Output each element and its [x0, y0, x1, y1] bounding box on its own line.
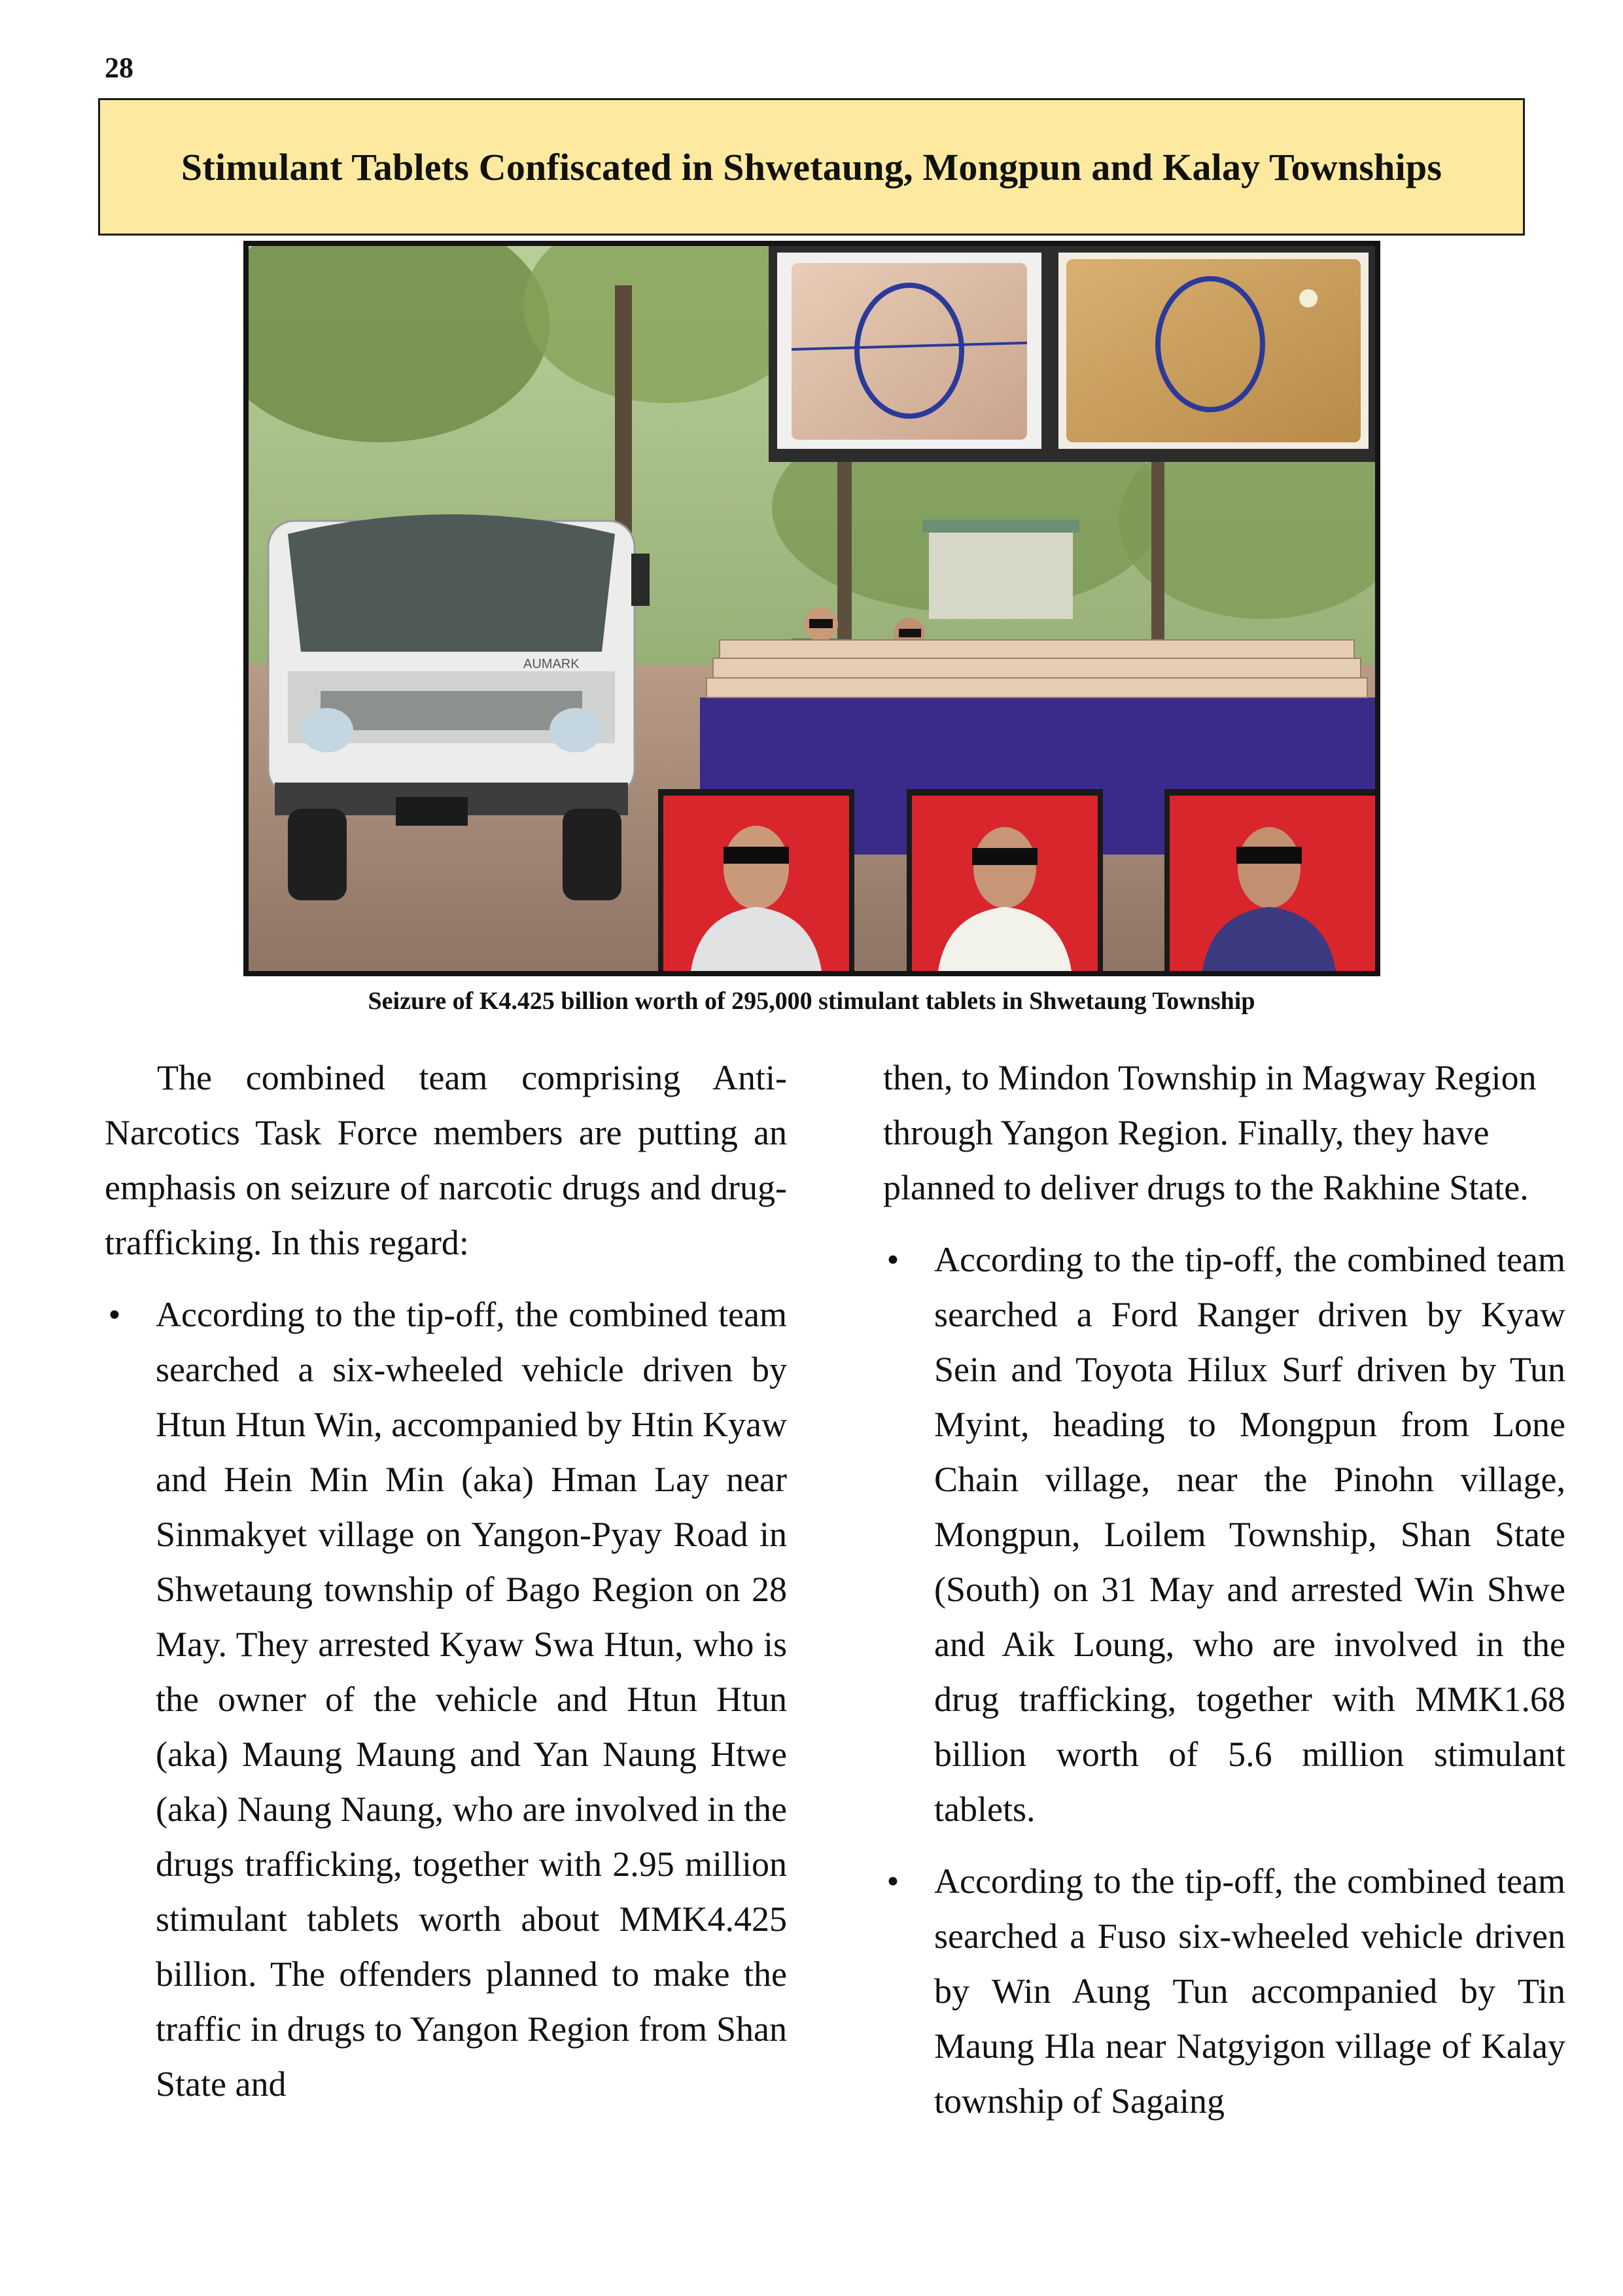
right-column	[883, 1050, 1565, 2128]
continuation-paragraph: then, to Mindon Township in Magway Region through Yangon Region. Finally, they have planned to deliver drugs to the Rakhine State.	[883, 1058, 1537, 1207]
bullet-icon: •	[108, 1295, 121, 1334]
seizure-photo-illustration	[249, 246, 1375, 971]
left-column	[105, 1050, 787, 2111]
title-banner	[98, 98, 1525, 236]
bullet-item-3	[883, 1854, 1565, 2128]
bullet-item-1-text: According to the tip-off, the combined team searched a six-wheeled vehicle driven by Htun Htun Win, accompanied by Htin Kyaw and Hein Min Min (aka) Hman Lay near Sinmakyet village on Yangon-Pyay Road in Shwetaung township of Bago Region on 28 May. They arrested Kyaw Swa Htun, who is the owner of the vehicle and Htun Htun (aka) Maung Maung and Yan Naung Htwe (aka) Naung Naung, who are involved in the drugs trafficking, together with 2.95 million stimulant tablets worth about MMK4.425 billion. The offenders planned to make the traffic in drugs to Yangon Region from Shan State and	[156, 1295, 787, 2104]
truck-brand: AUMARK	[523, 657, 580, 671]
bullet-item-2-text: According to the tip-off, the combined team searched a Ford Ranger driven by Kyaw Sein and Toyota Hilux Surf driven by Tun Myint, heading to Mongpun from Lone Chain village, near the Pinohn village, Mongpun, Loilem Township, Shan State (South) on 31 May and arrested Win Shwe and Aik Loung, who are involved in the drug trafficking, together with MMK1.68 billion worth of 5.6 million stimulant tablets.	[934, 1240, 1565, 1829]
bullet-item-1	[105, 1287, 787, 2111]
bullet-icon: •	[886, 1862, 899, 1901]
bullet-item-3-text: According to the tip-off, the combined team searched a Fuso six-wheeled vehicle driven by Win Aung Tun accompanied by Tin Maung Hla near Natgyigon village of Kalay township of Sagaing	[934, 1862, 1565, 2121]
page-number: 28	[105, 52, 133, 84]
photo-caption: Seizure of K4.425 billion worth of 295,000 stimulant tablets in Shwetaung Township	[368, 987, 1255, 1015]
suspect-photos	[658, 789, 1375, 971]
intro-paragraph: The combined team comprising Anti-Narcotics Task Force members are putting an emphasis on seizure of narcotic drugs and drug-trafficking. In this regard:	[105, 1058, 787, 1262]
page-title: Stimulant Tablets Confiscated in Shwetaung, Mongpun and Kalay Townships	[181, 145, 1442, 188]
bullet-icon: •	[886, 1240, 899, 1279]
seizure-photo	[243, 241, 1380, 976]
bullet-item-2	[883, 1232, 1565, 1837]
